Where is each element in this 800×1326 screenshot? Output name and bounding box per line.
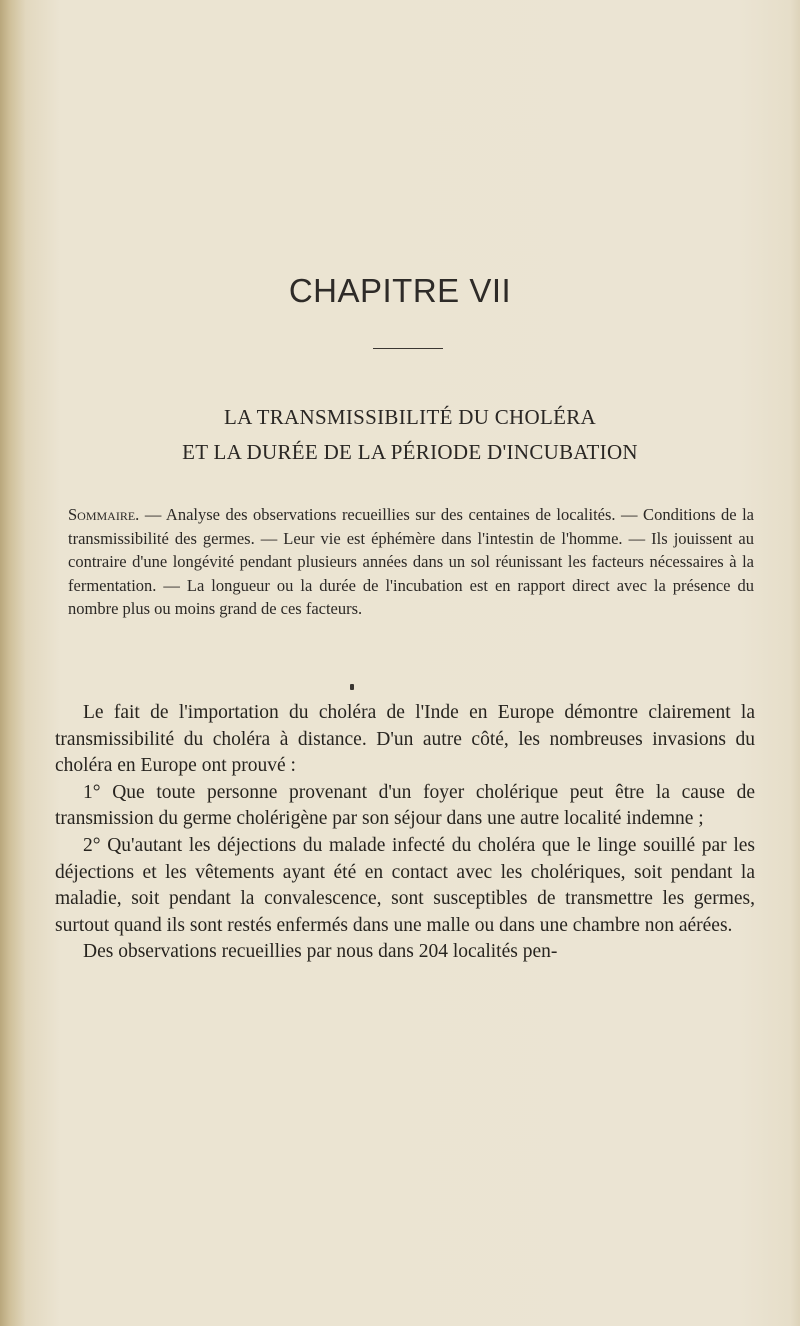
subtitle-line-2: ET LA DURÉE DE LA PÉRIODE D'INCUBATION (182, 440, 638, 464)
section-mark (350, 684, 354, 690)
paragraph: Le fait de l'importation du choléra de l'Inde en Europe démontre clairement la transmissibilité du choléra à distance. D'un autre côté, les nombreuses invasions du choléra en Europe ont prouvé : (55, 702, 755, 777)
paragraph: 2° Qu'autant les déjections du malade infecté du choléra que le linge souillé par les déjections et les vêtements ayant été en contact avec les cholériques, soit pendant la maladie, soit pendant la convalescence, sont susceptibles de transmettre les germes, surtout quand ils sont restés enfermés dans une malle ou dans une chambre non aérées. (55, 834, 755, 936)
paragraph: 1° Que toute personne provenant d'un foyer cholérique peut être la cause de transmission du germe cholérigène par son séjour dans une autre localité indemne ; (55, 781, 755, 830)
body-text (55, 700, 755, 966)
chapter-summary (68, 503, 754, 621)
title-divider (373, 348, 443, 349)
chapter-title: CHAPITRE VII (288, 272, 512, 309)
summary-lead: Sommaire. (68, 505, 140, 524)
paragraph: Des observations recueillies par nous dans 204 localités pen- (83, 941, 558, 963)
subtitle-line-1: LA TRANSMISSIBILITÉ DU CHOLÉRA (223, 405, 597, 429)
summary-text: — Analyse des observations recueillies sur des centaines de localités. — Conditions de la transmissibilité des germes. — Leur vie est éphémère dans l'intestin de l'homme. — Ils jouissent au contraire d'une longévité pendant plusieurs années dans un sol réunissant les facteurs nécessaires à la fermentation. — La longueur ou la durée de l'incubation est en rapport direct avec la présence du nombre plus ou moins grand de ces facteurs. (68, 505, 754, 618)
